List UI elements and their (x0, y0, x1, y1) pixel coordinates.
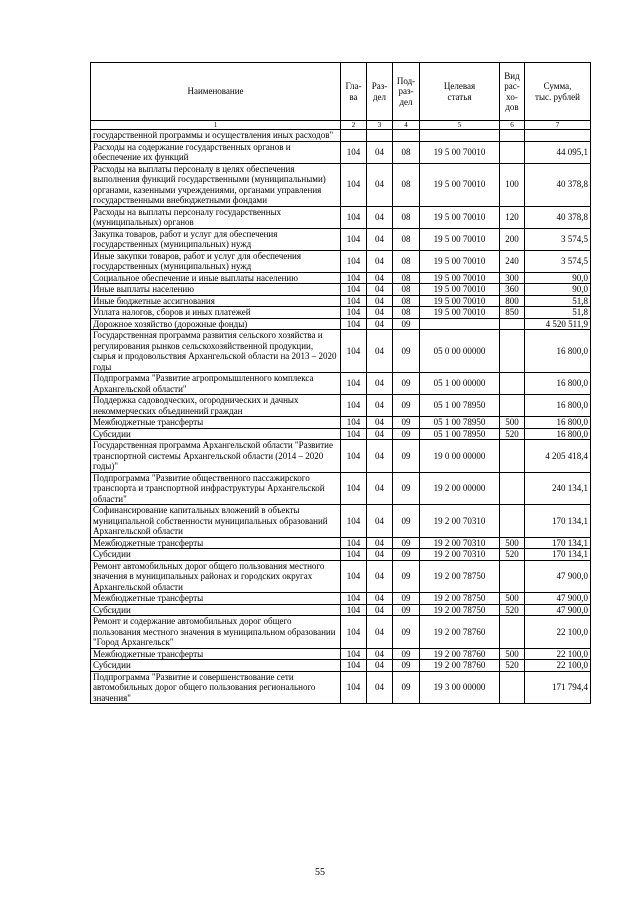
cell-razdel: 04 (367, 560, 393, 593)
cell-amount: 16 800,0 (525, 417, 591, 429)
cell-amount: 171 794,4 (525, 671, 591, 704)
table-row (91, 428, 591, 440)
cell-name: Поддержка садоводческих, огороднических и дачных некоммерческих объединений граждан (91, 395, 341, 417)
cell-expense-type (500, 472, 525, 505)
cell-amount: 40 378,8 (525, 163, 591, 206)
cell-razdel: 04 (367, 272, 393, 284)
cell-podrazdel: 08 (393, 307, 420, 319)
cell-amount: 40 378,8 (525, 206, 591, 228)
column-number: 1 (91, 121, 341, 130)
table-row (91, 318, 591, 330)
cell-expense-type: 520 (500, 428, 525, 440)
cell-name: Подпрограмма "Развитие общественного пассажирского транспорта и транспортной инфраструктуры Архангельской области" (91, 472, 341, 505)
cell-expense-type (500, 330, 525, 373)
table-row (91, 228, 591, 250)
cell-razdel: 04 (367, 648, 393, 660)
table-row (91, 440, 591, 473)
cell-razdel: 04 (367, 616, 393, 649)
cell-razdel: 04 (367, 549, 393, 561)
table-row (91, 272, 591, 284)
column-number: 6 (500, 121, 525, 130)
budget-table-page (90, 62, 590, 704)
cell-target-article: 19 2 00 70310 (420, 549, 500, 561)
header-podrazdel: Под- раз- дел (393, 63, 420, 121)
table-row (91, 648, 591, 660)
cell-razdel: 04 (367, 660, 393, 672)
cell-podrazdel: 09 (393, 440, 420, 473)
cell-razdel: 04 (367, 330, 393, 373)
cell-amount: 240 134,1 (525, 472, 591, 505)
header-statia: Целевая статья (420, 63, 500, 121)
cell-razdel: 04 (367, 604, 393, 616)
column-number: 4 (393, 121, 420, 130)
table-row (91, 130, 591, 142)
cell-target-article (420, 318, 500, 330)
cell-target-article: 19 2 00 78760 (420, 648, 500, 660)
cell-razdel (367, 130, 393, 142)
cell-target-article: 19 5 00 70010 (420, 272, 500, 284)
cell-podrazdel: 09 (393, 549, 420, 561)
header-summa: Сумма, тыс. рублей (525, 63, 591, 121)
cell-expense-type: 800 (500, 295, 525, 307)
cell-name: Дорожное хозяйство (дорожные фонды) (91, 318, 341, 330)
cell-expense-type (500, 671, 525, 704)
cell-amount: 170 134,1 (525, 505, 591, 538)
cell-name: Межбюджетные трансферты (91, 648, 341, 660)
column-number-row (91, 121, 591, 130)
cell-target-article: 05 1 00 78950 (420, 428, 500, 440)
cell-amount: 51,8 (525, 307, 591, 319)
cell-glava: 104 (341, 560, 367, 593)
column-number: 3 (367, 121, 393, 130)
cell-expense-type (500, 141, 525, 163)
cell-razdel: 04 (367, 593, 393, 605)
cell-expense-type (500, 130, 525, 142)
cell-razdel: 04 (367, 228, 393, 250)
cell-name: Межбюджетные трансферты (91, 537, 341, 549)
cell-name: Уплата налогов, сборов и иных платежей (91, 307, 341, 319)
cell-name: Ремонт автомобильных дорог общего пользования местного значения в муниципальных районах и городских округах Архангельской области (91, 560, 341, 593)
cell-podrazdel: 09 (393, 604, 420, 616)
cell-podrazdel: 08 (393, 284, 420, 296)
cell-target-article: 05 1 00 78950 (420, 395, 500, 417)
cell-podrazdel: 09 (393, 616, 420, 649)
cell-amount: 90,0 (525, 284, 591, 296)
cell-podrazdel: 09 (393, 660, 420, 672)
cell-glava: 104 (341, 616, 367, 649)
cell-name: Субсидии (91, 604, 341, 616)
cell-amount: 16 800,0 (525, 395, 591, 417)
cell-expense-type: 200 (500, 228, 525, 250)
table-row (91, 163, 591, 206)
cell-glava: 104 (341, 395, 367, 417)
cell-name: Государственная программа развития сельского хозяйства и регулирования рынков сельскохозяйственной продукции, сырья и продовольствия Архангельской области на 2013 – 2020 годы (91, 330, 341, 373)
cell-amount: 90,0 (525, 272, 591, 284)
cell-name: Расходы на выплаты персоналу государственных (муниципальных) органов (91, 206, 341, 228)
cell-glava: 104 (341, 141, 367, 163)
cell-razdel: 04 (367, 505, 393, 538)
cell-amount: 47 900,0 (525, 593, 591, 605)
cell-razdel: 04 (367, 284, 393, 296)
cell-podrazdel: 09 (393, 505, 420, 538)
cell-amount: 51,8 (525, 295, 591, 307)
table-row (91, 472, 591, 505)
cell-target-article: 19 5 00 70010 (420, 141, 500, 163)
cell-amount: 170 134,1 (525, 537, 591, 549)
cell-podrazdel: 09 (393, 330, 420, 373)
cell-glava: 104 (341, 428, 367, 440)
cell-target-article (420, 130, 500, 142)
cell-podrazdel: 09 (393, 648, 420, 660)
cell-amount: 44 095,1 (525, 141, 591, 163)
cell-expense-type: 500 (500, 593, 525, 605)
cell-glava: 104 (341, 206, 367, 228)
cell-target-article: 19 5 00 70010 (420, 307, 500, 319)
cell-amount: 47 900,0 (525, 560, 591, 593)
cell-glava: 104 (341, 671, 367, 704)
cell-target-article: 19 0 00 00000 (420, 440, 500, 473)
cell-razdel: 04 (367, 428, 393, 440)
cell-name: Государственная программа Архангельской области "Развитие транспортной системы Архангельской области (2014 – 2020 годы)" (91, 440, 341, 473)
cell-razdel: 04 (367, 295, 393, 307)
cell-podrazdel: 09 (393, 472, 420, 505)
cell-glava: 104 (341, 660, 367, 672)
cell-expense-type: 500 (500, 648, 525, 660)
table-row (91, 671, 591, 704)
cell-amount: 170 134,1 (525, 549, 591, 561)
column-number: 5 (420, 121, 500, 130)
cell-expense-type: 100 (500, 163, 525, 206)
cell-glava: 104 (341, 537, 367, 549)
cell-podrazdel: 09 (393, 428, 420, 440)
cell-expense-type (500, 373, 525, 395)
cell-glava: 104 (341, 505, 367, 538)
cell-glava: 104 (341, 163, 367, 206)
cell-glava: 104 (341, 250, 367, 272)
cell-razdel: 04 (367, 141, 393, 163)
cell-razdel: 04 (367, 395, 393, 417)
table-row (91, 206, 591, 228)
cell-target-article: 05 1 00 00000 (420, 373, 500, 395)
table-header-row (91, 63, 591, 121)
cell-expense-type: 520 (500, 604, 525, 616)
cell-podrazdel: 08 (393, 206, 420, 228)
cell-podrazdel: 09 (393, 373, 420, 395)
cell-glava: 104 (341, 373, 367, 395)
cell-name: Социальное обеспечение и иные выплаты населению (91, 272, 341, 284)
cell-name: государственной программы и осуществления иных расходов" (91, 130, 341, 142)
cell-target-article: 19 5 00 70010 (420, 228, 500, 250)
cell-glava: 104 (341, 295, 367, 307)
table-row (91, 284, 591, 296)
cell-podrazdel: 09 (393, 593, 420, 605)
cell-glava: 104 (341, 549, 367, 561)
table-row (91, 604, 591, 616)
cell-name: Иные закупки товаров, работ и услуг для обеспечения государственных (муниципальных) нужд (91, 250, 341, 272)
cell-name: Подпрограмма "Развитие агропромышленного комплекса Архангельской области" (91, 373, 341, 395)
table-row (91, 505, 591, 538)
table-row (91, 549, 591, 561)
cell-target-article: 19 2 00 78760 (420, 616, 500, 649)
cell-glava: 104 (341, 417, 367, 429)
column-number: 7 (525, 121, 591, 130)
cell-expense-type (500, 440, 525, 473)
cell-expense-type: 300 (500, 272, 525, 284)
table-row (91, 330, 591, 373)
cell-expense-type: 850 (500, 307, 525, 319)
cell-razdel: 04 (367, 472, 393, 505)
cell-target-article: 19 5 00 70010 (420, 206, 500, 228)
cell-razdel: 04 (367, 307, 393, 319)
cell-podrazdel: 09 (393, 671, 420, 704)
cell-target-article: 19 2 00 78750 (420, 604, 500, 616)
cell-amount: 4 520 511,9 (525, 318, 591, 330)
cell-razdel: 04 (367, 417, 393, 429)
cell-amount: 16 800,0 (525, 330, 591, 373)
table-row (91, 537, 591, 549)
cell-amount (525, 130, 591, 142)
page-number: 55 (315, 867, 325, 878)
cell-expense-type (500, 505, 525, 538)
cell-podrazdel: 08 (393, 295, 420, 307)
cell-target-article: 19 5 00 70010 (420, 295, 500, 307)
cell-target-article: 19 2 00 00000 (420, 472, 500, 505)
budget-table (90, 62, 591, 704)
cell-target-article: 19 5 00 70010 (420, 163, 500, 206)
cell-target-article: 05 0 00 00000 (420, 330, 500, 373)
cell-glava: 104 (341, 284, 367, 296)
cell-glava: 104 (341, 648, 367, 660)
cell-glava: 104 (341, 330, 367, 373)
cell-name: Подпрограмма "Развитие и совершенствование сети автомобильных дорог общего пользования регионального значения" (91, 671, 341, 704)
table-row (91, 560, 591, 593)
cell-podrazdel: 08 (393, 250, 420, 272)
cell-target-article: 19 5 00 70010 (420, 250, 500, 272)
table-row (91, 616, 591, 649)
cell-glava: 104 (341, 228, 367, 250)
table-row (91, 417, 591, 429)
cell-glava: 104 (341, 307, 367, 319)
cell-name: Иные бюджетные ассигнования (91, 295, 341, 307)
cell-name: Субсидии (91, 549, 341, 561)
cell-target-article: 19 3 00 00000 (420, 671, 500, 704)
cell-target-article: 19 2 00 78750 (420, 560, 500, 593)
table-row (91, 141, 591, 163)
cell-razdel: 04 (367, 440, 393, 473)
cell-name: Иные выплаты населению (91, 284, 341, 296)
cell-amount: 22 100,0 (525, 648, 591, 660)
cell-amount: 22 100,0 (525, 616, 591, 649)
cell-razdel: 04 (367, 206, 393, 228)
cell-amount: 22 100,0 (525, 660, 591, 672)
cell-expense-type: 520 (500, 660, 525, 672)
cell-name: Закупка товаров, работ и услуг для обеспечения государственных (муниципальных) нужд (91, 228, 341, 250)
cell-target-article: 19 2 00 78750 (420, 593, 500, 605)
table-row (91, 250, 591, 272)
cell-name: Субсидии (91, 660, 341, 672)
table-row (91, 395, 591, 417)
header-vid: Вид рас- хо- дов (500, 63, 525, 121)
cell-expense-type: 500 (500, 537, 525, 549)
cell-podrazdel (393, 130, 420, 142)
cell-target-article: 19 2 00 70310 (420, 505, 500, 538)
cell-name: Межбюджетные трансферты (91, 593, 341, 605)
cell-expense-type: 500 (500, 417, 525, 429)
cell-podrazdel: 09 (393, 537, 420, 549)
cell-expense-type: 120 (500, 206, 525, 228)
cell-name: Субсидии (91, 428, 341, 440)
cell-glava: 104 (341, 593, 367, 605)
cell-razdel: 04 (367, 671, 393, 704)
cell-expense-type: 360 (500, 284, 525, 296)
table-row (91, 593, 591, 605)
column-number: 2 (341, 121, 367, 130)
cell-target-article: 05 1 00 78950 (420, 417, 500, 429)
cell-podrazdel: 08 (393, 272, 420, 284)
table-row (91, 295, 591, 307)
table-row (91, 307, 591, 319)
cell-podrazdel: 09 (393, 318, 420, 330)
table-row (91, 660, 591, 672)
cell-amount: 3 574,5 (525, 228, 591, 250)
cell-glava: 104 (341, 272, 367, 284)
cell-razdel: 04 (367, 250, 393, 272)
cell-target-article: 19 5 00 70010 (420, 284, 500, 296)
cell-amount: 4 205 418,4 (525, 440, 591, 473)
table-row (91, 373, 591, 395)
cell-podrazdel: 08 (393, 163, 420, 206)
cell-name: Расходы на содержание государственных органов и обеспечение их функций (91, 141, 341, 163)
cell-razdel: 04 (367, 318, 393, 330)
table-body (91, 130, 591, 704)
cell-podrazdel: 08 (393, 228, 420, 250)
cell-expense-type: 240 (500, 250, 525, 272)
cell-glava: 104 (341, 440, 367, 473)
cell-amount: 16 800,0 (525, 428, 591, 440)
cell-expense-type (500, 318, 525, 330)
cell-razdel: 04 (367, 373, 393, 395)
cell-glava: 104 (341, 604, 367, 616)
cell-expense-type: 520 (500, 549, 525, 561)
cell-podrazdel: 08 (393, 141, 420, 163)
cell-glava (341, 130, 367, 142)
cell-name: Софинансирование капитальных вложений в объекты муниципальной собственности муниципальных образований Архангельской области (91, 505, 341, 538)
cell-podrazdel: 09 (393, 417, 420, 429)
cell-podrazdel: 09 (393, 560, 420, 593)
cell-podrazdel: 09 (393, 395, 420, 417)
cell-glava: 104 (341, 472, 367, 505)
cell-razdel: 04 (367, 537, 393, 549)
cell-amount: 16 800,0 (525, 373, 591, 395)
cell-expense-type (500, 395, 525, 417)
cell-amount: 47 900,0 (525, 604, 591, 616)
cell-razdel: 04 (367, 163, 393, 206)
cell-target-article: 19 2 00 70310 (420, 537, 500, 549)
cell-name: Расходы на выплаты персоналу в целях обеспечения выполнения функций государственными (муниципальными) органами, казенными учреждениями, органами управления государственными внебюджетными фондами (91, 163, 341, 206)
cell-expense-type (500, 560, 525, 593)
header-glava: Гла- ва (341, 63, 367, 121)
cell-name: Ремонт и содержание автомобильных дорог общего пользования местного значения в муниципальном образовании "Город Архангельск" (91, 616, 341, 649)
cell-target-article: 19 2 00 78760 (420, 660, 500, 672)
header-razdel: Раз- дел (367, 63, 393, 121)
cell-amount: 3 574,5 (525, 250, 591, 272)
header-name: Наименование (91, 63, 341, 121)
cell-expense-type (500, 616, 525, 649)
cell-name: Межбюджетные трансферты (91, 417, 341, 429)
cell-glava: 104 (341, 318, 367, 330)
